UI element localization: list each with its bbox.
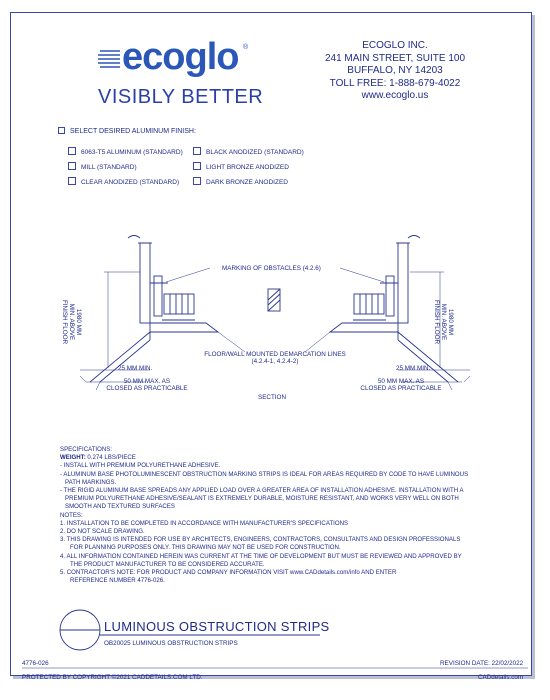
spec-item: PREMIUM POLYURETHANE ADHESIVE/SEALANT IS EXTREMELY DURABLE, MOISTURE RESISTANT, AND WORKS VERY WELL ON BOTH bbox=[65, 495, 459, 503]
company-address-line2: BUFFALO, NY 14203 bbox=[347, 65, 443, 76]
height-right-line2: MIN. ABOVE bbox=[440, 303, 447, 341]
caddetails-link[interactable]: CADdetails.com bbox=[478, 674, 524, 681]
section-label: SECTION bbox=[258, 394, 286, 401]
min-left-label: 25 MM MIN. bbox=[118, 365, 153, 372]
max-right-line1: 50 MM MAX. AS bbox=[377, 378, 425, 385]
max-right-label bbox=[346, 378, 456, 392]
height-left-line1: 1980 MM bbox=[75, 308, 82, 336]
max-left-label bbox=[92, 378, 202, 392]
note-item: 3. THIS DRAWING IS INTENDED FOR USE BY ARCHITECTS, ENGINEERS, CONTRACTORS, CONSULTANTS AND DESIGN PROFESSIONALS bbox=[60, 536, 461, 544]
note-item: 2. DO NOT SCALE DRAWING. bbox=[60, 528, 145, 536]
floor-label-line1: FLOOR/WALL MOUNTED DEMARCATION LINES bbox=[204, 351, 346, 358]
height-dimension-right bbox=[433, 292, 454, 352]
brand-logo: ecoglo bbox=[122, 36, 239, 78]
registered-mark: ® bbox=[243, 44, 249, 51]
drawing-subtitle: OB20025 LUMINOUS OBSTRUCTION STRIPS bbox=[104, 640, 238, 647]
floor-label-ref: (4.2.4-1, 4.2.4-2) bbox=[251, 358, 299, 365]
finish-option-label: 6063-T5 ALUMINUM (STANDARD) bbox=[81, 149, 183, 156]
spec-item: SMOOTH AND TEXTURED SURFACES bbox=[65, 503, 175, 511]
finish-option-label: MILL (STANDARD) bbox=[81, 164, 137, 171]
weight-label: WEIGHT: bbox=[60, 454, 86, 462]
left-column bbox=[140, 243, 150, 323]
height-right-line3: FINISH FLOOR bbox=[433, 299, 440, 345]
company-website[interactable]: www.ecoglo.us bbox=[361, 90, 429, 101]
spec-weight bbox=[60, 454, 490, 462]
finish-heading-label: SELECT DESIRED ALUMINUM FINISH: bbox=[70, 128, 196, 135]
obstacle-marker-icon bbox=[268, 289, 280, 311]
max-right-line2: CLOSED AS PRACTICABLE bbox=[360, 385, 442, 392]
floor-label bbox=[190, 351, 360, 365]
height-dimension-left bbox=[61, 292, 82, 352]
finish-option-label: CLEAR ANODIZED (STANDARD) bbox=[81, 179, 180, 186]
company-name: ECOGLO INC. bbox=[362, 40, 428, 51]
notes-heading: NOTES: bbox=[60, 511, 83, 519]
brand-tagline: VISIBLY BETTER bbox=[98, 86, 264, 108]
spec-item: - THE RIGID ALUMINUM BASE SPREADS ANY APPLIED LOAD OVER A GREATER AREA OF INSTALLATION ADHESIVE. INSTALLATION WITH A bbox=[60, 487, 464, 495]
revision-date: REVISION DATE: 22/02/2022 bbox=[440, 660, 524, 667]
right-column bbox=[398, 243, 408, 323]
spec-item: - INSTALL WITH PREMIUM POLYURETHANE ADHESIVE. bbox=[60, 462, 221, 470]
finish-option-label: LIGHT BRONZE ANODIZED bbox=[206, 164, 289, 171]
marking-label: MARKING OF OBSTACLES (4.2.6) bbox=[222, 265, 321, 272]
height-right-line1: 1980 MM bbox=[447, 308, 454, 336]
note-item: 1. INSTALLATION TO BE COMPLETED IN ACCORDANCE WITH MANUFACTURER'S SPECIFICATIONS bbox=[60, 519, 349, 527]
note-item: 4. ALL INFORMATION CONTAINED HEREIN WAS CURRENT AT THE TIME OF DEVELOPMENT BUT MUST BE REVIEWED AND APPROVED BY bbox=[60, 552, 462, 560]
note-item: 5. CONTRACTOR'S NOTE: FOR PRODUCT AND COMPANY INFORMATION VISIT www.CADdetails.com/info AND ENTER bbox=[60, 569, 397, 577]
specifications bbox=[60, 446, 490, 585]
height-left-line2: MIN. ABOVE bbox=[68, 303, 75, 341]
left-radiator-icon bbox=[164, 294, 194, 314]
company-address-line1: 241 MAIN STREET, SUITE 100 bbox=[324, 52, 466, 64]
copyright-notice: PROTECTED BY COPYRIGHT ©2021 CADDETAILS.COM LTD. bbox=[22, 674, 203, 681]
height-left-line3: FINISH FLOOR bbox=[61, 299, 68, 345]
spec-heading: SPECIFICATIONS: bbox=[60, 446, 113, 453]
max-left-line1: 50 MM MAX. AS bbox=[123, 378, 171, 385]
reference-number: 4776-026 bbox=[22, 660, 49, 667]
note-item: REFERENCE NUMBER 4776-026. bbox=[70, 577, 165, 585]
weight-value: 0.274 LBS/PIECE bbox=[85, 454, 136, 462]
finish-option-label: DARK BRONZE ANODIZED bbox=[206, 179, 288, 186]
company-phone: TOLL FREE: 1-888-679-4022 bbox=[329, 77, 461, 89]
spec-item: - ALUMINUM BASE PHOTOLUMINESCENT OBSTRUCTION MARKING STRIPS IS IDEAL FOR AREAS REQUIRED BY CODE TO HAVE LUMINOUS bbox=[60, 470, 469, 478]
note-item: FOR PLANNING PURPOSES ONLY. THIS DRAWING MAY NOT BE USED FOR CONSTRUCTION. bbox=[70, 544, 341, 552]
right-radiator-icon bbox=[354, 294, 384, 314]
min-right-label: 25 MM MIN. bbox=[396, 365, 431, 372]
spec-item: PATH MARKINGS. bbox=[65, 478, 117, 486]
drawing-title: LUMINOUS OBSTRUCTION STRIPS bbox=[104, 619, 330, 634]
max-left-line2: CLOSED AS PRACTICABLE bbox=[106, 385, 188, 392]
finish-option-label: BLACK ANODIZED (STANDARD) bbox=[206, 149, 304, 156]
note-item: THE PRODUCT MANUFACTURER TO BE CONSIDERED ACCURATE. bbox=[70, 560, 265, 568]
